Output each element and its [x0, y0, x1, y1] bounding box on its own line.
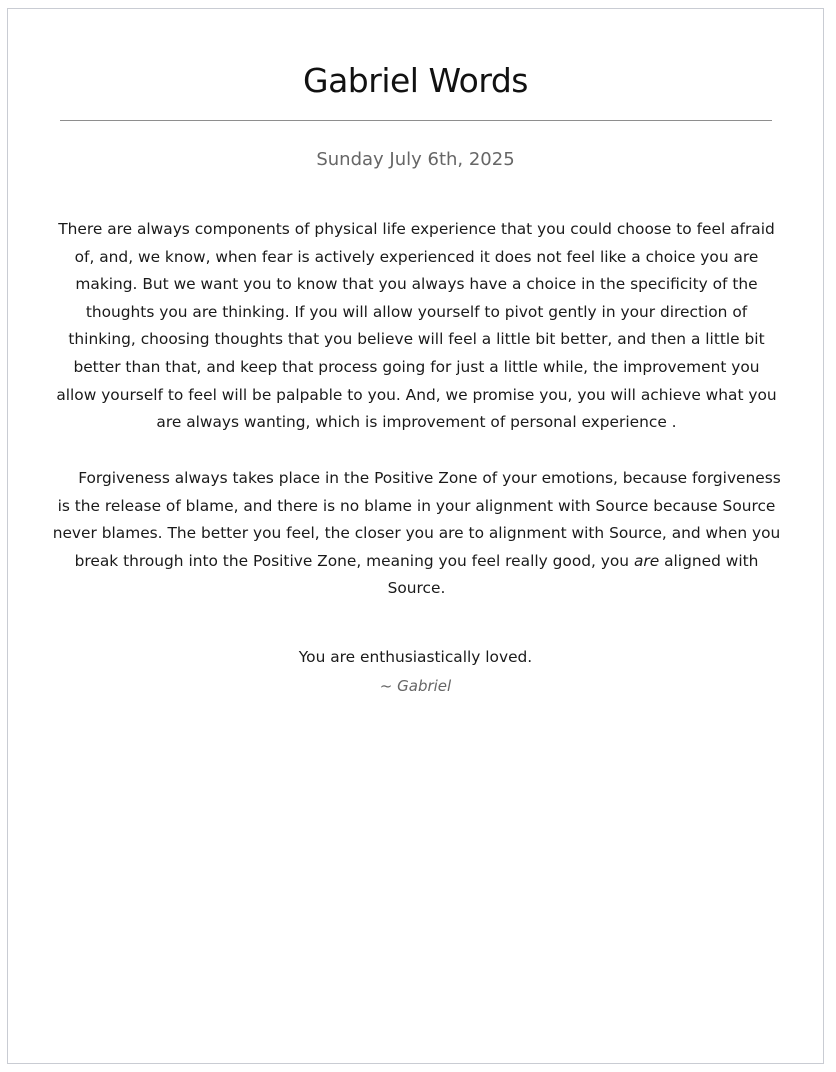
signature: ~ Gabriel — [379, 677, 452, 695]
message-paragraph-2 — [52, 465, 781, 603]
paragraph-2-text-start: Forgiveness always takes place in the Positive Zone of your emotions, because forgiveness is the release of blame, and there is no blame in your alignment with Source because Source never blames. The better you feel, the closer you are to alignment with Source, and when you break through into the Positive Zone, meaning you feel really good, you — [52, 469, 781, 570]
title-divider — [60, 120, 772, 121]
date-label: Sunday July 6th, 2025 — [316, 149, 515, 170]
paragraph-2-emphasis: are — [633, 551, 660, 570]
closing-line: You are enthusiastically loved. — [298, 648, 533, 666]
paragraph-2-text-end: aligned with Source. — [387, 551, 759, 598]
document-page — [7, 8, 824, 1064]
message-paragraph-1: There are always components of physical life experience that you could choose to feel afraid of, and, we know, when fear is actively experienced it does not feel like a choice you are making. But we want you to know that you always have a choice in the specificity of the thoughts you are thinking. If you will allow yourself to pivot gently in your direction of thinking, choosing thoughts that you believe will feel a little bit better, and then a little bit better than that, and keep that process going for just a little while, the improvement you allow yourself to feel will be palpable to you. And, we promise you, you will achieve what you are always wanting, which is improvement of personal experience . — [56, 220, 777, 432]
page-title: Gabriel Words — [303, 61, 528, 100]
